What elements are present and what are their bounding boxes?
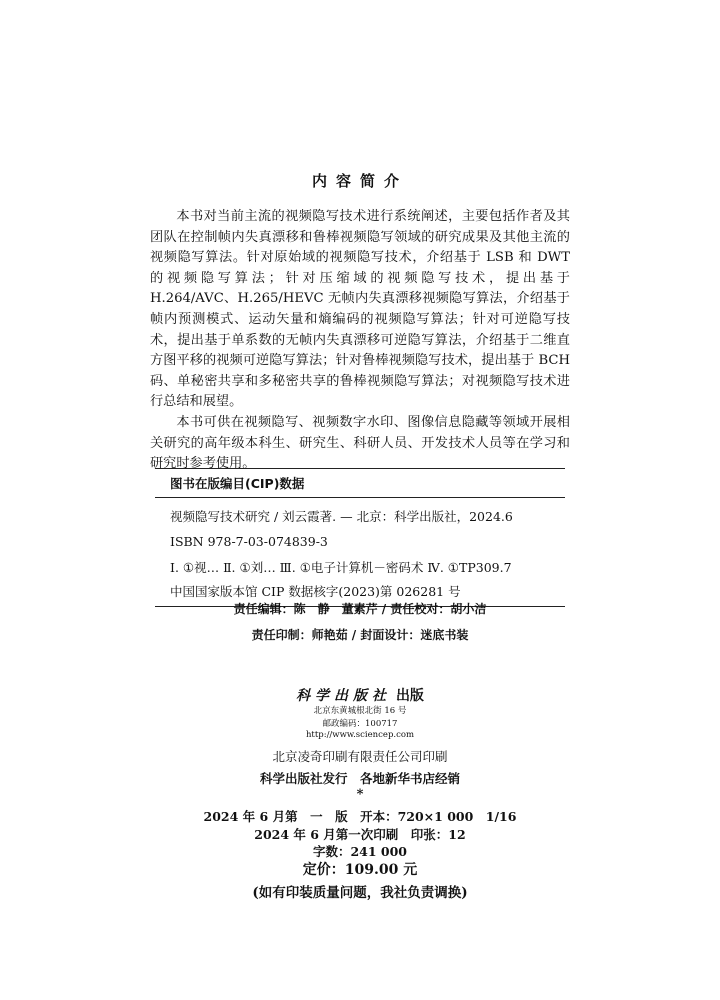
credits-line-1: 责任编辑：陈 静 董素芹 / 责任校对：胡小洁 — [233, 602, 487, 616]
summary-paragraph-2: 本书可供在视频隐写、视频数字水印、图像信息隐藏等领域开展相关研究的高年级本科生、研究生、科研人员、开发技术人员等在学习和研究时参考使用。 — [150, 414, 570, 472]
cip-divider-top — [155, 497, 565, 498]
page-title: 内容简介 — [311, 172, 408, 190]
word-count: 字数：241 000 — [312, 844, 408, 859]
distribution-line: 科学出版社发行 各地新华书店经销 — [259, 771, 460, 786]
edition-line: 2024 年 6 月第 一 版 开本：720×1 000 1/16 — [203, 809, 517, 824]
printer-line: 北京凌奇印刷有限责任公司印刷 — [272, 749, 448, 764]
cip-isbn: ISBN 978-7-03-074839-3 — [170, 534, 328, 549]
cip-heading: 图书在版编目(CIP)数据 — [170, 476, 305, 491]
quality-notice: (如有印装质量问题，我社负责调换) — [252, 885, 468, 901]
summary-paragraph-1: 本书对当前主流的视频隐写技术进行系统阐述，主要包括作者及其团队在控制帧内失真漂移和鲁棒视频隐写领域的研究成果及其他主流的视频隐写算法。针对原始域的视频隐写技术，介绍基于 LSB 和 DWT 的视频隐写算法；针对压缩域的视频隐写技术，提出基于 H.264/AVC、H.265/HEVC 无帧内失真漂移视频隐写算法，介绍基于帧内预测模式、运动矢量和熵编码的视频隐写算法；针对可逆隐写技术，提出基于单系数的无帧内失真漂移可逆隐写算法，介绍基于二维直方图平移的视频可逆隐写算法；针对鲁棒视频隐写技术，提出基于 BCH 码、单秘密共享和多秘密共享的鲁棒视频隐写算法；对视频隐写技术进行总结和展望。 — [150, 209, 570, 410]
summary-section — [150, 207, 570, 475]
separator-star: * — [356, 787, 364, 802]
cip-classification: Ⅰ. ①视… Ⅱ. ①刘… Ⅲ. ①电子计算机－密码术 Ⅳ. ①TP309.7 — [170, 560, 512, 575]
publisher-suffix: 出版 — [395, 688, 424, 704]
cip-record: 中国国家版本馆 CIP 数据核字(2023)第 026281 号 — [170, 584, 461, 599]
publisher-postcode: 邮政编码：100717 — [322, 719, 398, 729]
credits-line-2: 责任印制：师艳茹 / 封面设计：迷底书装 — [251, 628, 469, 642]
printing-line: 2024 年 6 月第一次印刷 印张：12 — [254, 827, 466, 842]
cip-book-line: 视频隐写技术研究 / 刘云霞著. — 北京：科学出版社，2024.6 — [170, 509, 513, 524]
publisher-name — [0, 685, 720, 705]
publisher-brand: 科学出版社 — [296, 688, 392, 704]
publisher-address: 北京东黄城根北街 16 号 — [313, 706, 407, 716]
cip-block — [155, 468, 565, 607]
price: 定价：109.00 元 — [302, 862, 418, 878]
publisher-url: http://www.sciencep.com — [305, 730, 415, 740]
